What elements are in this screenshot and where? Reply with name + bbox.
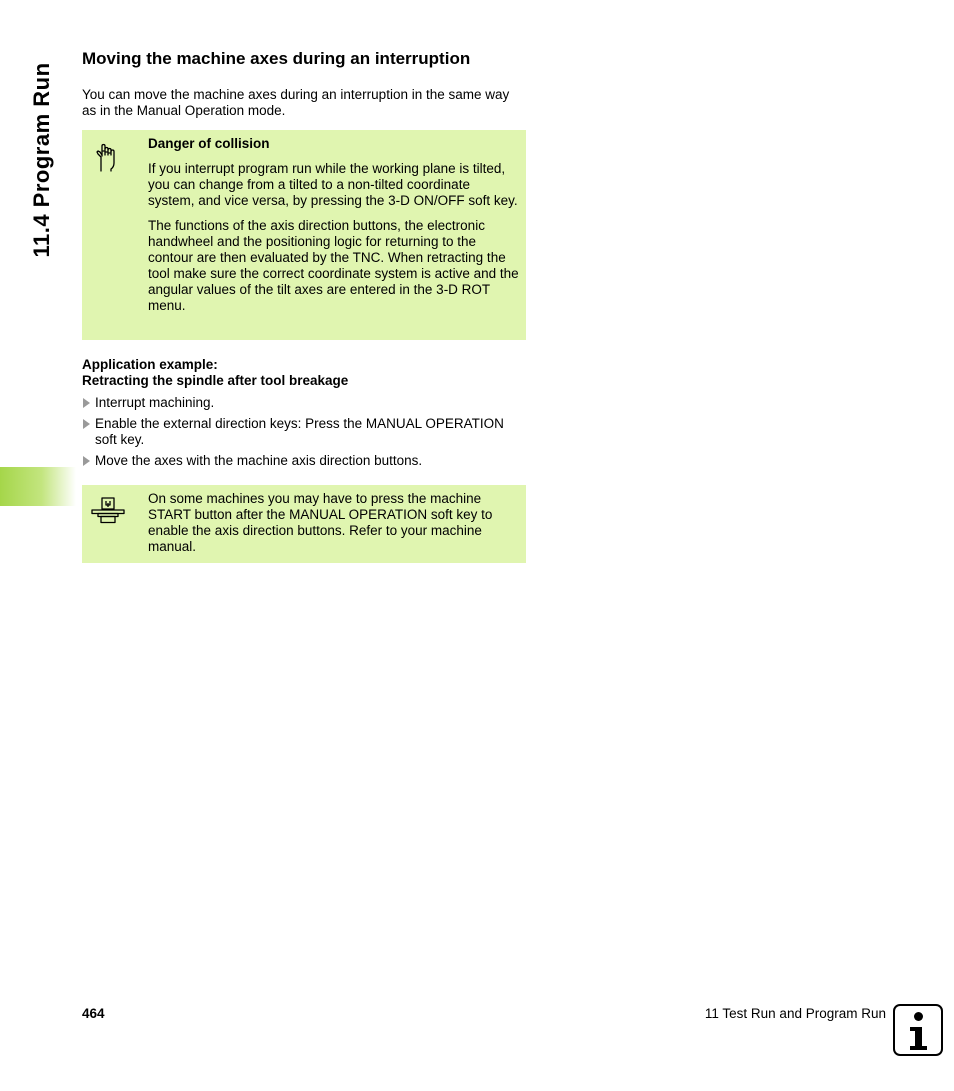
danger-note-content [148,136,520,323]
step-text: Interrupt machining. [95,395,215,410]
danger-note-title: Danger of collision [148,136,270,151]
info-icon [893,1004,943,1056]
application-example-title: Retracting the spindle after tool breakage [82,373,349,388]
machine-note [82,485,526,563]
info-stem [908,1025,929,1051]
step-list [82,395,526,474]
application-example-label: Application example: [82,357,218,372]
arrow-right-icon [83,419,90,429]
danger-note-paragraph: The functions of the axis direction buttons, the electronic handwheel and the positioning logic for returning to the contour are then evaluated by the TNC. When retracting the tool make sure the correct coordinate system is active and the angular values of the tilt axes are entered in the 3-D ROT menu. [148,218,519,313]
arrow-right-icon [83,398,90,408]
intro-paragraph: You can move the machine axes during an interruption in the same way as in the Manual Operation mode. [82,87,510,118]
machine-spindle-icon [90,495,126,531]
danger-note-paragraph: If you interrupt program run while the working plane is tilted, you can change from a tilted to a non-tilted coordinate system, and vice versa, by pressing the 3-D ON/OFF soft key. [148,161,518,208]
list-item [82,395,526,411]
machine-note-content [148,491,520,564]
step-text: Move the axes with the machine axis direction buttons. [95,453,423,468]
application-example-heading [82,357,348,389]
step-text: Enable the external direction keys: Press the MANUAL OPERATION soft key. [95,416,504,447]
section-title-vertical [17,50,67,270]
page-number: 464 [82,1006,105,1021]
section-title-text: 11.4 Program Run [29,62,54,258]
pointing-hand-icon [90,140,126,176]
machine-note-text: On some machines you may have to press the machine START button after the MANUAL OPERATION soft key to enable the axis direction buttons. Refer to your machine manual. [148,491,493,554]
danger-note [82,130,526,340]
page-heading: Moving the machine axes during an interruption [82,49,471,68]
info-dot [914,1012,923,1021]
arrow-right-icon [83,456,90,466]
list-item [82,453,526,469]
chapter-footer: 11 Test Run and Program Run [704,1006,886,1021]
list-item [82,416,526,448]
chapter-tab-marker [0,467,76,506]
